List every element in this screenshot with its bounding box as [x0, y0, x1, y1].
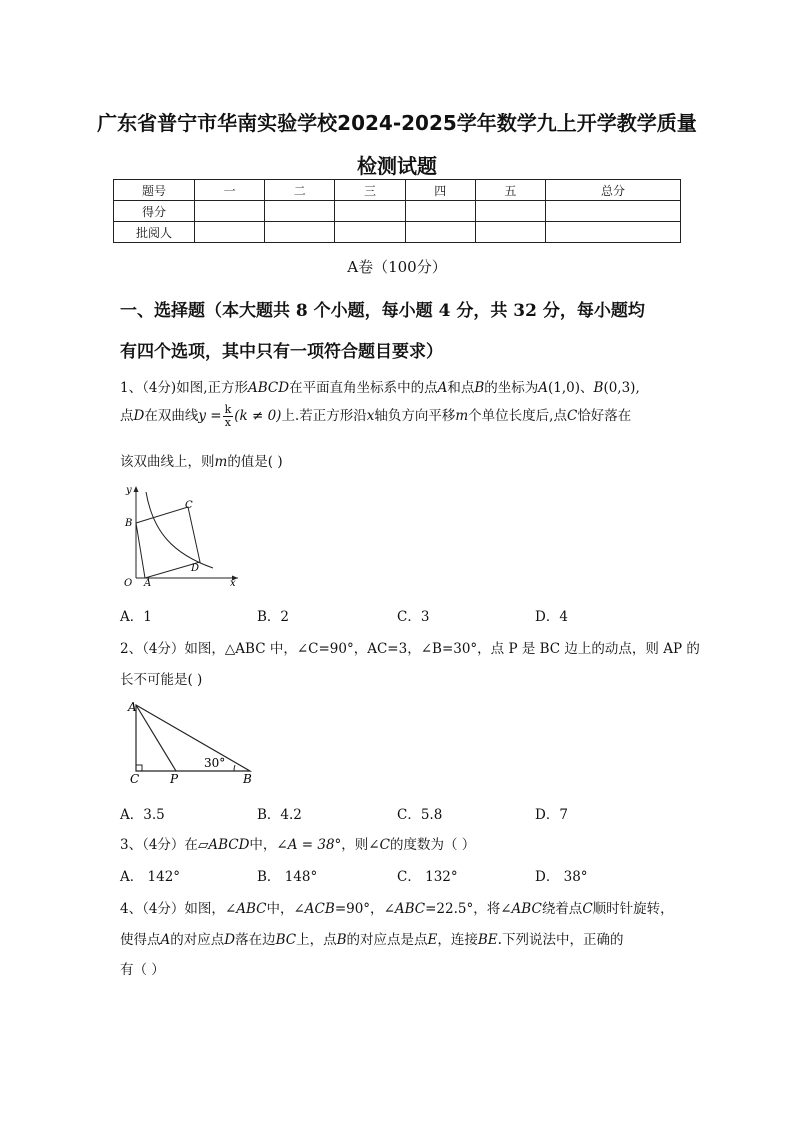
q2-option-a[interactable]: A．3.5: [120, 807, 165, 823]
math: ∠ACB: [293, 901, 335, 917]
part1-heading-line-2: 有四个选项，其中只有一项符合题目要求）: [120, 342, 443, 362]
text: 上，点: [296, 932, 337, 948]
score-cell: [546, 201, 681, 222]
section-title: A卷（100分）: [347, 258, 447, 276]
score-table-header-row: [114, 180, 681, 201]
q1-option-b[interactable]: B．2: [257, 609, 290, 625]
q3-line-1: [120, 833, 475, 853]
label-o: O: [124, 578, 133, 588]
math: y =: [198, 408, 222, 424]
q2-line-1: 2、（4分）如图，△ABC 中，∠C=90°，AC=3，∠B=30°，点 P 是 BC 边上的动点，则 AP 的: [120, 641, 700, 657]
label-c: C: [130, 772, 140, 786]
text: 的值是( ): [227, 454, 283, 470]
q1-line-3: [120, 450, 283, 470]
text: 该双曲线上，则: [120, 454, 215, 470]
text: 中，: [249, 837, 277, 853]
header-cell: 三: [335, 180, 405, 201]
text: ，则: [341, 837, 369, 853]
q1-option-a[interactable]: A．1: [120, 609, 152, 625]
q2-option-c[interactable]: C．5.8: [397, 807, 443, 823]
text: 中，: [266, 901, 294, 917]
score-cell: [335, 201, 405, 222]
y-axis-arrow: [134, 486, 139, 492]
text: 在双曲线: [144, 408, 199, 424]
math: ∠C: [368, 837, 390, 853]
text: 上.若正方形沿: [281, 408, 367, 424]
math: C: [582, 901, 593, 917]
math: (1,0): [548, 380, 581, 396]
label-y: y: [126, 485, 132, 496]
header-cell: 四: [405, 180, 475, 201]
label-p: P: [170, 772, 179, 786]
score-cell: [405, 222, 475, 243]
q3-option-a[interactable]: A． 142°: [120, 869, 181, 885]
q4-line-1: [120, 897, 674, 917]
text: 的度数为（ ）: [389, 837, 476, 853]
math: m: [214, 454, 228, 470]
math: ∠ABC: [383, 901, 426, 917]
math: ABCD: [248, 380, 290, 396]
text: 顺时针旋转，: [592, 901, 674, 917]
math: E: [427, 932, 438, 948]
q2-line-2: 长不可能是( ): [120, 672, 203, 688]
math: B: [336, 932, 347, 948]
q3-option-c[interactable]: C． 132°: [397, 869, 458, 885]
label-c: C: [185, 500, 193, 511]
score-table: [113, 179, 681, 243]
denominator: x: [224, 416, 231, 429]
numerator: k: [224, 403, 232, 416]
header-cell: 二: [265, 180, 335, 201]
q1-option-c[interactable]: C．3: [397, 609, 430, 625]
text: 的坐标为: [484, 380, 539, 396]
row-label: 批阅人: [114, 222, 195, 243]
math: BC: [275, 932, 297, 948]
label-b: B: [125, 518, 133, 529]
text: 落在边: [235, 932, 276, 948]
text: ,: [635, 380, 640, 396]
text: =22.5°，将: [425, 901, 501, 917]
text: ，连接: [437, 932, 478, 948]
math: (0,3): [603, 380, 636, 396]
label-d: D: [191, 563, 200, 574]
q2-option-b[interactable]: B．4.2: [257, 807, 302, 823]
math: ∠ABC: [500, 901, 542, 917]
part1-heading-line-1: 一、选择题（本大题共 8 个小题，每小题 4 分，共 32 分，每小题均: [120, 301, 645, 321]
q3-option-b[interactable]: B． 148°: [257, 869, 318, 885]
math: D: [224, 932, 236, 948]
math: x: [366, 408, 375, 424]
row-label: 得分: [114, 201, 195, 222]
score-cell: [405, 201, 475, 222]
score-cell: [475, 222, 545, 243]
header-cell: 题号: [114, 180, 195, 201]
score-cell: [265, 201, 335, 222]
math: ∠ABC: [224, 901, 267, 917]
text: .下列说法中，正确的: [497, 932, 624, 948]
text: 的对应点: [170, 932, 225, 948]
score-cell: [546, 222, 681, 243]
label-angle: 30°: [204, 756, 226, 770]
math: ▱ABCD: [197, 837, 250, 853]
math: C: [566, 408, 578, 424]
text: 个单位长度后,点: [468, 408, 567, 424]
math: B: [593, 380, 604, 396]
q2-figure: [122, 697, 262, 787]
header-cell: 总分: [546, 180, 681, 201]
text: 恰好落在: [577, 408, 632, 424]
label-x: x: [230, 578, 236, 588]
text: 在平面直角坐标系中的点: [289, 380, 438, 396]
title-line-1: 广东省普宁市华南实验学校2024-2025学年数学九上开学教学质量: [97, 111, 697, 135]
score-cell: [195, 201, 265, 222]
text: 3、（4分）在: [120, 837, 198, 853]
q1-line-1: [120, 376, 640, 396]
score-cell: [265, 222, 335, 243]
math: B: [474, 380, 485, 396]
label-a: A: [128, 700, 137, 714]
text: 的对应点是点: [346, 932, 428, 948]
math: A: [160, 932, 171, 948]
label-b: B: [243, 772, 252, 786]
right-angle-mark: [136, 765, 142, 771]
header-cell: 五: [475, 180, 545, 201]
q4-line-2: [120, 928, 623, 948]
math: BE: [477, 932, 498, 948]
text: 和点: [447, 380, 475, 396]
score-table-row: [114, 201, 681, 222]
hyperbola-curve: [146, 492, 213, 568]
triangle-abc: [136, 705, 250, 771]
text: 1、（4分)如图,正方形: [120, 380, 248, 396]
math: A: [437, 380, 448, 396]
q1-line-2: [120, 404, 631, 429]
text: 轴负方向平移: [374, 408, 456, 424]
math: D: [133, 408, 145, 424]
title-line-2: 检测试题: [357, 154, 437, 178]
score-cell: [475, 201, 545, 222]
header-cell: 一: [195, 180, 265, 201]
label-a: A: [144, 578, 152, 588]
text: 使得点: [120, 932, 161, 948]
angle-arc: [234, 765, 235, 771]
math: (k ≠ 0): [234, 408, 282, 424]
score-cell: [335, 222, 405, 243]
text: =90°，: [334, 901, 384, 917]
q1-option-d[interactable]: D．4: [535, 609, 568, 625]
score-table-row: [114, 222, 681, 243]
q3-option-d[interactable]: D． 38°: [535, 869, 588, 885]
text: 4、（4分）如图，: [120, 901, 225, 917]
q1-figure: [118, 482, 244, 588]
score-cell: [195, 222, 265, 243]
segment-ap: [136, 705, 176, 771]
q4-line-3: 有（ ）: [120, 962, 165, 978]
math: m: [455, 408, 469, 424]
q2-option-d[interactable]: D．7: [535, 807, 568, 823]
text: 绕着点: [541, 901, 583, 917]
math: ∠A = 38°: [276, 837, 342, 853]
text: 、: [580, 380, 594, 396]
math: A: [538, 380, 548, 396]
text: 点: [120, 408, 134, 424]
fraction: [223, 404, 234, 429]
